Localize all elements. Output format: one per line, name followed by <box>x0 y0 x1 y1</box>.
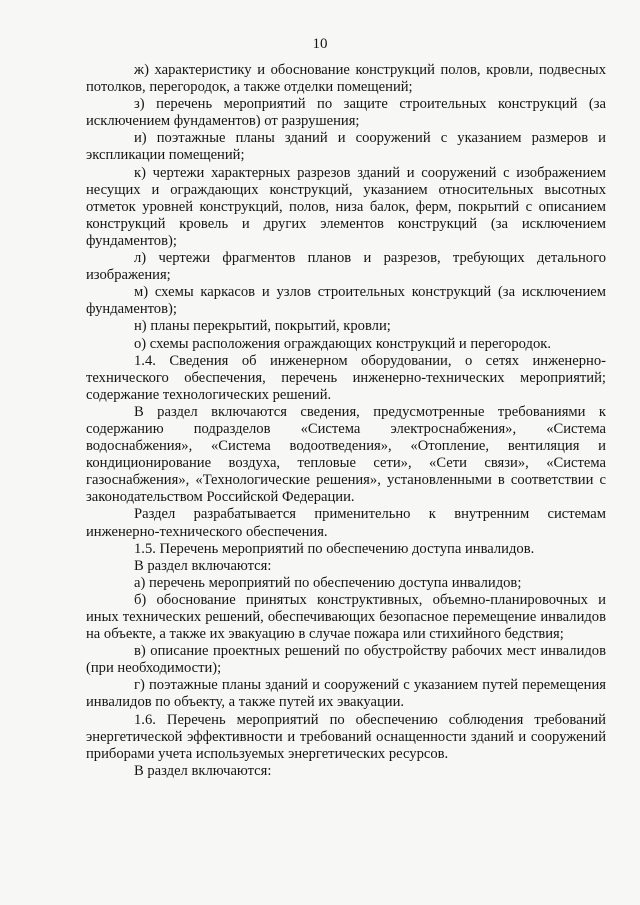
paragraph-zh: ж) характеристику и обоснование конструкций полов, кровли, подвесных потолков, перегородок, а также отделки помещений; <box>86 62 606 96</box>
paragraph-i: и) поэтажные планы зданий и сооружений с указанием размеров и экспликации помещений; <box>86 130 606 164</box>
paragraph-m: м) схемы каркасов и узлов строительных конструкций (за исключением фундаментов); <box>86 284 606 318</box>
paragraph-includes-2: В раздел включаются: <box>134 762 272 779</box>
paragraph-g: г) поэтажные планы зданий и сооружений с указанием путей перемещения инвалидов по объекту, а также путей их эвакуации. <box>86 677 606 711</box>
paragraph-o: о) схемы расположения ограждающих конструкций и перегородок. <box>134 335 551 352</box>
paragraph-includes: В раздел включаются: <box>134 557 272 574</box>
paragraph-section-contents: В раздел включаются сведения, предусмотренные требованиями к содержанию подразделов «Система электроснабжения», «Система водоснабжения», «Система водоотведения», «Отопление, вентиляция и кондиционирование воздуха, тепловые сети», «Сети связи», «Система газоснабжения», «Технологические решения», установленными в соответствии с законодательством Российской Федерации. <box>86 403 606 506</box>
section-heading-1-5: 1.5. Перечень мероприятий по обеспечению доступа инвалидов. <box>134 540 535 557</box>
section-heading-1-4: 1.4. Сведения об инженерном оборудовании, о сетях инженерно-технического обеспечения, перечень инженерно-технических мероприятий; содержание технологических решений. <box>86 352 606 403</box>
paragraph-l: л) чертежи фрагментов планов и разрезов, требующих детального изображения; <box>86 250 606 284</box>
paragraph-a: а) перечень мероприятий по обеспечению доступа инвалидов; <box>134 574 522 591</box>
paragraph-k: к) чертежи характерных разрезов зданий и сооружений с изображением несущих и ограждающих конструкций, указанием относительных высотных отметок уровней конструкций, полов, низа балок, ферм, покрытий с описанием конструкций кровель и других элементов конструкций (за исключением фундаментов); <box>86 164 606 249</box>
paragraph-section-scope: Раздел разрабатывается применительно к внутренним системам инженерно-технического обеспечения. <box>86 506 606 540</box>
page-number: 10 <box>312 36 328 52</box>
document-body <box>86 62 606 780</box>
paragraph-z: з) перечень мероприятий по защите строительных конструкций (за исключением фундаментов) от разрушения; <box>86 96 606 130</box>
paragraph-n: н) планы перекрытий, покрытий, кровли; <box>134 318 391 335</box>
paragraph-v: в) описание проектных решений по обустройству рабочих мест инвалидов (при необходимости); <box>86 643 606 677</box>
paragraph-b: б) обоснование принятых конструктивных, объемно-планировочных и иных технических решений, обеспечивающих безопасное перемещение инвалидов на объекте, а также их эвакуацию в случае пожара или стихийного бедствия; <box>86 591 606 643</box>
section-heading-1-6: 1.6. Перечень мероприятий по обеспечению соблюдения требований энергетической эффективности и требований оснащенности зданий и сооружений приборами учета используемых энергетических ресурсов. <box>86 711 606 762</box>
